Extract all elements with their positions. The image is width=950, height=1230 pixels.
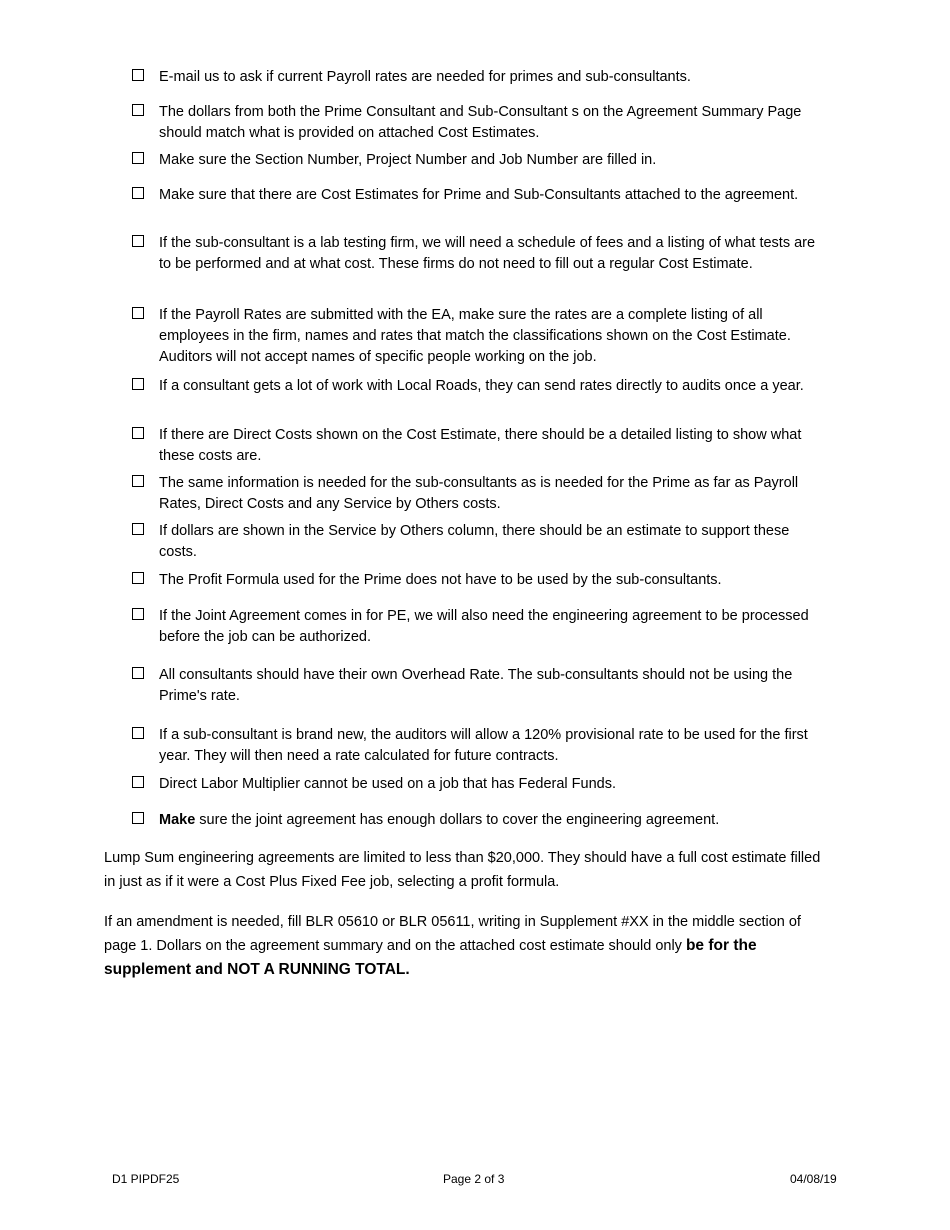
checkbox[interactable] bbox=[132, 235, 144, 247]
checklist-item-text bbox=[159, 810, 822, 831]
checkbox[interactable] bbox=[132, 69, 144, 81]
checkbox[interactable] bbox=[132, 427, 144, 439]
checklist-item-text: The Profit Formula used for the Prime does not have to be used by the sub-consultants. bbox=[159, 572, 722, 588]
checkbox[interactable] bbox=[132, 104, 144, 116]
checkbox[interactable] bbox=[132, 475, 144, 487]
checklist-item-rest: sure the joint agreement has enough dollars to cover the engineering agreement. bbox=[195, 812, 720, 828]
checklist-item-text: All consultants should have their own Overhead Rate. The sub-consultants should not be using the Prime's rate. bbox=[159, 667, 793, 704]
amendment-text: If an amendment is needed, fill BLR 05610 or BLR 05611, writing in Supplement #XX in the middle section of page 1. Dollars on the agreement summary and on the attached cost estimate should only bbox=[104, 914, 801, 954]
checklist-item-text: Make sure the Section Number, Project Number and Job Number are filled in. bbox=[159, 152, 657, 168]
checklist-item-text: The same information is needed for the sub-consultants as is needed for the Prime as far as Payroll Rates, Direct Costs and any Service by Others costs. bbox=[159, 475, 799, 512]
footer-form-id: D1 PIPDF25 bbox=[112, 1172, 180, 1186]
emphasis-text: Make bbox=[159, 812, 196, 828]
checklist-item-text: If dollars are shown in the Service by Others column, there should be an estimate to support these costs. bbox=[159, 523, 790, 560]
checkbox[interactable] bbox=[132, 776, 144, 788]
checklist-item-text: If the Payroll Rates are submitted with the EA, make sure the rates are a complete listing of all employees in the firm, names and rates that match the classifications shown on the Cost Estimate. Auditors will not accept names of specific people working on the job. bbox=[159, 307, 791, 365]
checkbox[interactable] bbox=[132, 307, 144, 319]
checkbox[interactable] bbox=[132, 608, 144, 620]
footer-page-number: Page 2 of 3 bbox=[443, 1172, 505, 1186]
footer-date: 04/08/19 bbox=[790, 1172, 837, 1186]
amendment-emphasis: be for the supplement and NOT A RUNNING TOTAL. bbox=[104, 937, 757, 978]
checklist-item-text: E-mail us to ask if current Payroll rates are needed for primes and sub-consultants. bbox=[159, 69, 691, 85]
checklist-item-text: The dollars from both the Prime Consultant and Sub-Consultant s on the Agreement Summary Page should match what is provided on attached Cost Estimates. bbox=[159, 104, 802, 141]
lump-sum-paragraph: Lump Sum engineering agreements are limited to less than $20,000. They should have a full cost estimate filled in just as if it were a Cost Plus Fixed Fee job, selecting a profit formula. bbox=[104, 850, 821, 890]
checkbox[interactable] bbox=[132, 572, 144, 584]
checkbox[interactable] bbox=[132, 152, 144, 164]
checkbox[interactable] bbox=[132, 667, 144, 679]
checkbox[interactable] bbox=[132, 378, 144, 390]
checklist-item-text: If the sub-consultant is a lab testing firm, we will need a schedule of fees and a listing of what tests are to be performed and at what cost. These firms do not need to fill out a regular Cost Estimate. bbox=[159, 235, 816, 272]
checklist-item-text: If a sub-consultant is brand new, the auditors will allow a 120% provisional rate to be used for the first year. They will then need a rate calculated for future contracts. bbox=[159, 727, 808, 764]
checkbox[interactable] bbox=[132, 523, 144, 535]
checkbox[interactable] bbox=[132, 187, 144, 199]
checkbox[interactable] bbox=[132, 727, 144, 739]
checklist-item-text: If the Joint Agreement comes in for PE, we will also need the engineering agreement to be processed before the job can be authorized. bbox=[159, 608, 809, 645]
checkbox[interactable] bbox=[132, 812, 144, 824]
checklist-item-text: If a consultant gets a lot of work with Local Roads, they can send rates directly to audits once a year. bbox=[159, 378, 804, 394]
checklist-item-text: If there are Direct Costs shown on the Cost Estimate, there should be a detailed listing to show what these costs are. bbox=[159, 427, 802, 464]
checklist-item-text: Make sure that there are Cost Estimates for Prime and Sub-Consultants attached to the agreement. bbox=[159, 187, 799, 203]
amendment-paragraph bbox=[104, 910, 824, 982]
checklist-item-text: Direct Labor Multiplier cannot be used on a job that has Federal Funds. bbox=[159, 776, 617, 792]
